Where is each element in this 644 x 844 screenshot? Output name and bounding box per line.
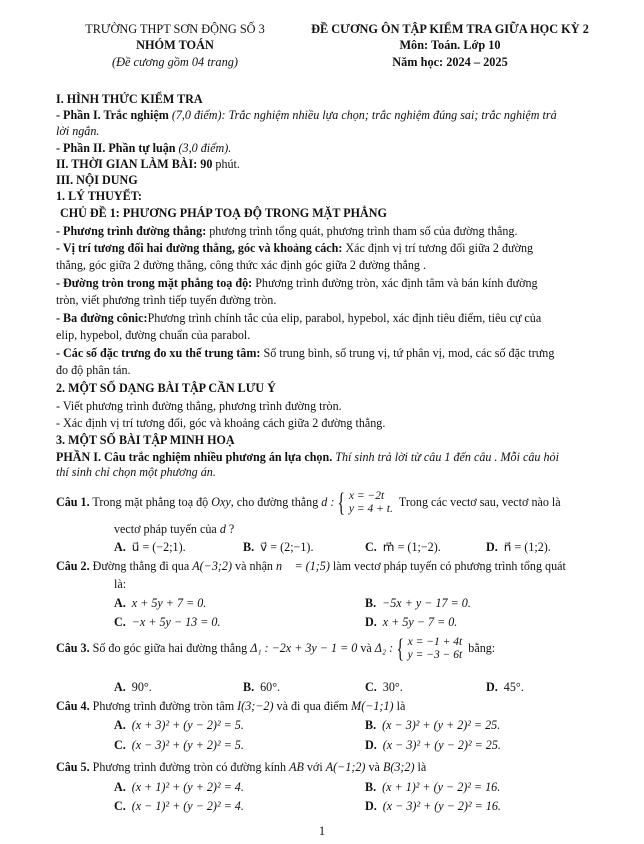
part2-label: - Phần II. Phần tự luận [56,141,176,155]
option-text: −5x + y − 17 = 0. [382,596,471,610]
option-key: B. [243,540,255,554]
theory-item-text: Xác định vị trí tương đối giữa 2 đường [342,241,534,255]
option-text: v⃗ = (2;−1). [260,540,314,554]
option-key: C. [114,799,126,813]
option-key: D. [365,738,377,752]
theory-item-text: Phương trình chính tắc của elip, parabol, hypebol, xác định tiêu điểm, tiêu cự của [147,311,542,325]
theory-item [56,241,616,256]
question-math: d : [321,494,335,509]
theory-item-title: - Đường tròn trong mặt phẳng toạ độ: [56,276,253,290]
theory-item [56,346,616,361]
option-text: m⃗ = (1;−2). [382,540,441,554]
option-text: (x + 3)² + (y − 2)² = 5. [131,718,244,732]
document-title: ĐỀ CƯƠNG ÔN TẬP KIỂM TRA GIỮA HỌC KỲ 2 [311,22,589,36]
question-label: Câu 2. [56,559,90,573]
question-label: Câu 5. [56,760,90,774]
question-text: là [396,699,406,713]
option-key: C. [114,738,126,752]
answer-option[interactable] [114,680,152,695]
question-4-stem [56,699,616,714]
question-text: Phương trình đường tròn tâm [92,699,235,713]
theory-item-cont: đo độ phân tán. [56,363,131,377]
question-math: n⃗ = (1;5) [276,559,330,573]
question-1-stem [56,490,616,516]
question-text: và nhận [235,559,273,573]
part2-points: (3,0 điểm). [178,141,232,155]
option-text: 90°. [131,680,152,694]
answer-option[interactable] [114,738,244,753]
question-3-stem [56,636,616,662]
question-math: A(−3;2) [192,559,232,573]
answer-option[interactable] [365,780,500,795]
question-math: B(3;2) [382,760,415,774]
part1-instr-b: thí sinh chỉ chọn một phương án. [56,465,216,479]
theory-item-cont: tròn, viết phương trình tiếp tuyến đường tròn. [56,293,277,307]
form-part1 [56,108,616,123]
question-math: AB [289,760,304,774]
question-math: Δ₂ : [374,640,394,655]
option-key: A. [114,718,126,732]
option-key: C. [365,540,377,554]
part1-instr-a: Thí sinh trả lời từ câu 1 đến câu . Mỗi câu hỏi [332,450,559,464]
option-text: 60°. [260,680,281,694]
part1-points: (7,0 điểm) [171,108,222,122]
theory-item-title: - Vị trí tương đối hai đường thẳng, góc và khoảng cách: [56,241,343,255]
question-text: làm vectơ pháp tuyến có phương trình tổng quát [332,559,566,573]
theory-item-cont: thẳng, góc giữa 2 đường thẳng, công thức xác định góc giữa 2 đường thẳng . [56,258,427,272]
system-brace: { [396,634,405,663]
option-text: (x − 3)² + (y − 2)² = 25. [382,738,501,752]
system-row: x = −1 + 4t [407,636,463,648]
school-year: Năm học: 2024 – 2025 [392,55,508,69]
answer-option[interactable] [114,718,244,733]
theory-item-text: Số trung bình, số trung vị, tứ phân vị, mod, các số đặc trưng [260,346,555,360]
system-row: y = 4 + t. [348,503,393,515]
question-math: I(3;−2) [237,699,274,713]
option-text: x + 5y − 7 = 0. [382,615,458,629]
question-2-stem [56,559,616,574]
part1-label: - Phần I. Trắc nghiệm [56,108,169,122]
question-text: Số đo góc giữa hai đường thẳng [92,640,248,655]
theory-item [56,224,616,239]
topic1-heading: CHỦ ĐỀ 1: PHƯƠNG PHÁP TOẠ ĐỘ TRONG MẶT PHẲNG [60,206,387,220]
answer-option[interactable] [365,738,501,753]
question-text: và đi qua điểm [276,699,349,713]
exercise-heading: 2. MỘT SỐ DẠNG BÀI TẬP CẦN LƯU Ý [56,381,276,395]
answer-option[interactable] [486,540,551,555]
option-text: (x + 1)² + (y − 2)² = 16. [382,780,501,794]
answer-option[interactable] [114,780,244,795]
theory-item-title: - Phương trình đường thẳng: [56,224,207,238]
option-text: (x − 3)² + (y + 2)² = 25. [382,718,501,732]
equation-system [349,490,393,516]
option-text: x + 5y + 7 = 0. [131,596,207,610]
theory-item-cont: elip, hypebol, đường chuẩn của parabol. [56,328,251,342]
part1-desc-b: lời ngắn. [56,124,100,138]
equation-system [408,636,463,662]
exercise-item: - Xác định vị trí tương đối, góc và khoảng cách giữa 2 đường thẳng. [56,416,386,430]
subject-line: Môn: Toán. Lớp 10 [399,38,501,52]
option-key: C. [365,680,377,694]
question-text: Trong mặt phẳng toạ độ [92,494,209,509]
question-text: Trong các vectơ sau, vectơ nào là [398,494,561,509]
example-heading: 3. MỘT SỐ BÀI TẬP MINH HOẠ [56,433,235,447]
option-key: D. [486,540,498,554]
question-math: M(−1;1) [351,699,394,713]
question-math: d [219,522,226,536]
theory-heading: 1. LÝ THUYẾT: [56,189,142,203]
answer-option[interactable] [114,540,186,555]
exercise-item: - Viết phương trình đường thẳng, phương trình đường tròn. [56,399,342,413]
part1-title: PHẦN I. Câu trắc nghiệm nhiều phương án lựa chọn. [56,450,333,464]
system-brace: { [337,488,346,517]
form-part2 [56,141,616,156]
time-label: II. THỜI GIAN LÀM BÀI: [56,157,198,171]
option-key: A. [114,680,126,694]
answer-option[interactable] [365,540,441,555]
answer-option[interactable] [114,615,221,630]
pages-note: (Đề cương gồm 04 trang) [112,55,238,69]
question-text: là [417,760,427,774]
time-unit: phút. [215,157,240,171]
option-text: −x + 5y − 13 = 0. [131,615,221,629]
question-math: A(−1;2) [325,760,366,774]
time-value: 90 [200,157,213,171]
question-text: và [368,760,380,774]
answer-option[interactable] [365,615,457,630]
question-text: bằng: [468,640,496,655]
option-key: A. [114,780,126,794]
option-text: (x − 3)² + (y + 2)² = 5. [131,738,244,752]
school-name: TRƯỜNG THPT SƠN ĐỘNG SỐ 3 [85,22,265,36]
answer-option[interactable] [365,799,501,814]
option-key: C. [114,615,126,629]
question-math: Oxy [211,494,231,509]
option-key: B. [365,718,377,732]
question-math: Δ₁ : −2x + 3y − 1 = 0 [250,640,358,655]
part1-desc-a: : Trắc nghiệm nhiều lựa chọn; trắc nghiệm đúng sai; trắc nghiệm trả [221,108,557,122]
answer-option[interactable] [486,680,524,695]
theory-item-text: Phương trình đường tròn, xác định tâm và bán kính đường [252,276,538,290]
question-label: Câu 1. [56,494,90,509]
theory-item-text: phương trình tổng quát, phương trình tham số của đường thẳng. [206,224,518,238]
question-text: ? [225,522,235,536]
answer-option[interactable] [365,680,403,695]
option-key: D. [365,799,377,813]
question-text: , cho đường thẳng [230,494,319,509]
option-text: u⃗ = (−2;1). [131,540,186,554]
option-key: B. [243,680,255,694]
answer-option[interactable] [114,799,244,814]
question-label: Câu 3. [56,640,90,655]
option-text: (x + 1)² + (y + 2)² = 4. [131,780,244,794]
option-key: A. [114,540,126,554]
question-text: Đường thẳng đi qua [92,559,190,573]
theory-item [56,276,616,291]
option-text: (x − 3)² + (y − 2)² = 16. [382,799,501,813]
option-key: B. [365,780,377,794]
question-1-stem-cont [114,522,644,537]
theory-item-title: - Ba đường cônic: [56,311,148,325]
question-text: với [306,760,323,774]
answer-option[interactable] [243,540,313,555]
system-row: y = −3 − 6t [407,649,463,661]
question-label: Câu 4. [56,699,90,713]
answer-option[interactable] [114,596,206,611]
option-text: n⃗ = (1;2). [503,540,551,554]
part1-instructions [56,450,616,465]
system-row: x = −2t [348,490,385,502]
question-5-stem [56,760,616,775]
group-name: NHÓM TOÁN [136,38,214,52]
question-2-stem-cont: là: [114,577,127,591]
page-number: 1 [318,824,326,838]
option-text: (x − 1)² + (y − 2)² = 4. [131,799,244,813]
answer-option[interactable] [243,680,280,695]
time-line [56,157,616,172]
option-key: A. [114,596,126,610]
question-text: và [360,640,372,655]
theory-item-title: - Các số đặc trưng đo xu thế trung tâm: [56,346,261,360]
option-key: B. [365,596,377,610]
theory-item [56,311,616,326]
answer-option[interactable] [365,596,471,611]
option-key: D. [486,680,498,694]
option-key: D. [365,615,377,629]
answer-option[interactable] [365,718,500,733]
section-form-heading: I. HÌNH THỨC KIỂM TRA [56,92,203,106]
option-text: 30°. [382,680,403,694]
content-heading: III. NỘI DUNG [56,173,138,187]
option-text: 45°. [503,680,524,694]
question-text: Phương trình đường tròn có đường kính [92,760,287,774]
question-text: vectơ pháp tuyến của [114,522,217,536]
